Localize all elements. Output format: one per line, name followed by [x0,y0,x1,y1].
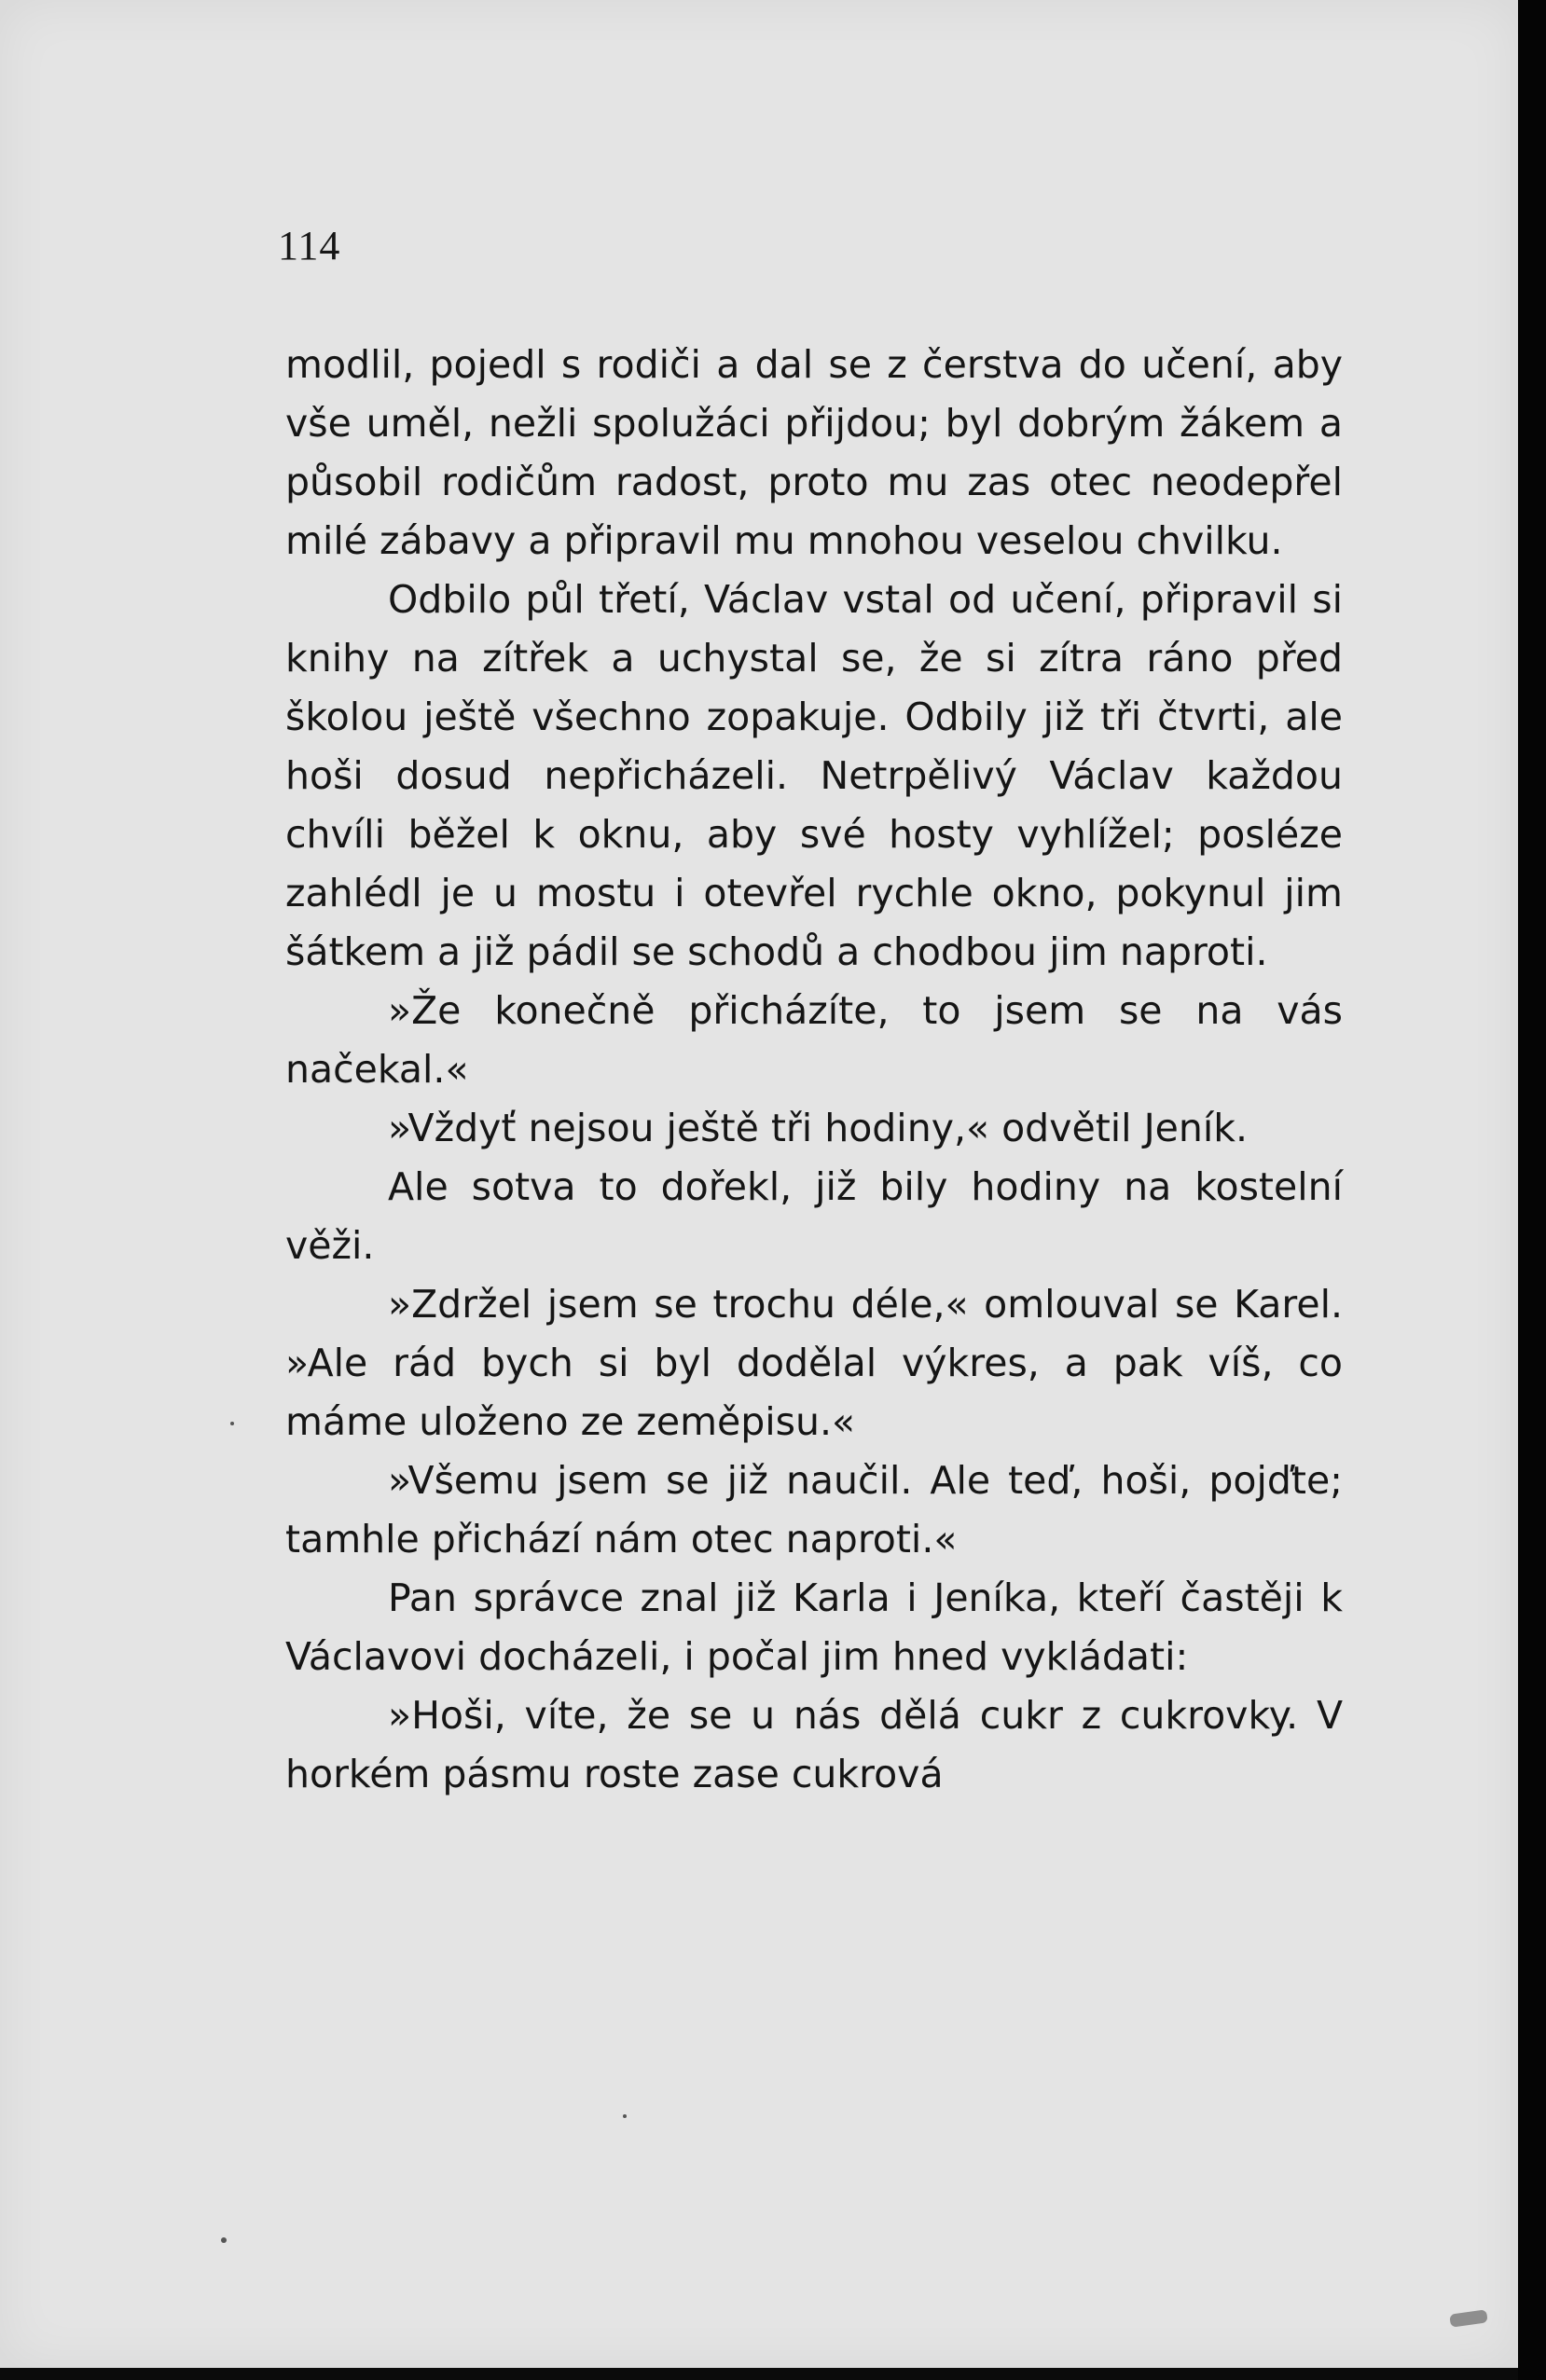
paragraph: Ale sotva to dořekl, již bily hodiny na kostelní věži. [285,1164,1343,1268]
paragraph-dialogue: »Hoši, víte, že se u nás dělá cukr z cukrovky. V horkém pásmu roste zase cukrová [285,1693,1343,1796]
paragraph-dialogue: »Že konečně přicházíte, to jsem se na vás načekal.« [285,988,1343,1092]
paragraph-continuation: modlil, pojedl s rodiči a dal se z čerstva do učení, aby vše uměl, nežli spolužáci přijdou; byl dobrým žákem a působil rodičům radost, proto mu zas otec neodepřel milé zábavy a připravil mu mnohou veselou chvilku. [285,342,1343,563]
body-text [285,336,1343,1804]
paragraph-dialogue: »Vždyť nejsou ještě tři hodiny,« odvětil Jeník. [388,1106,1249,1150]
scan-border [1518,0,1546,2380]
paragraph-dialogue: »Zdržel jsem se trochu déle,« omlouval se Karel. »Ale rád bych si byl dodělal výkres, a pak víš, co máme uloženo ze zeměpisu.« [285,1282,1343,1444]
paper-speck [230,1422,234,1425]
paper-speck [221,2237,227,2243]
paper-speck [623,2114,627,2118]
scan-artifact [1449,2309,1488,2327]
paragraph: Odbilo půl třetí, Václav vstal od učení, připravil si knihy na zítřek a uchystal se, že si zítra ráno před školou ještě všechno zopakuje. Odbily již tři čtvrti, ale hoši dosud nepřicházeli. Netrpělivý Václav každou chvíli běžel k oknu, aby své hosty vyhlížel; posléze zahlédl je u mostu i otevřel rychle okno, pokynul jim šátkem a již pádil se schodů a chodbou jim naproti. [285,577,1343,974]
paragraph: Pan správce znal již Karla i Jeníka, kteří častěji k Václavovi docházeli, i počal jim hned vykládati: [285,1575,1343,1679]
page-number: 114 [278,223,341,268]
paragraph-dialogue: »Všemu jsem se již naučil. Ale teď, hoši, pojďte; tamhle přichází nám otec naproti.« [285,1458,1343,1561]
